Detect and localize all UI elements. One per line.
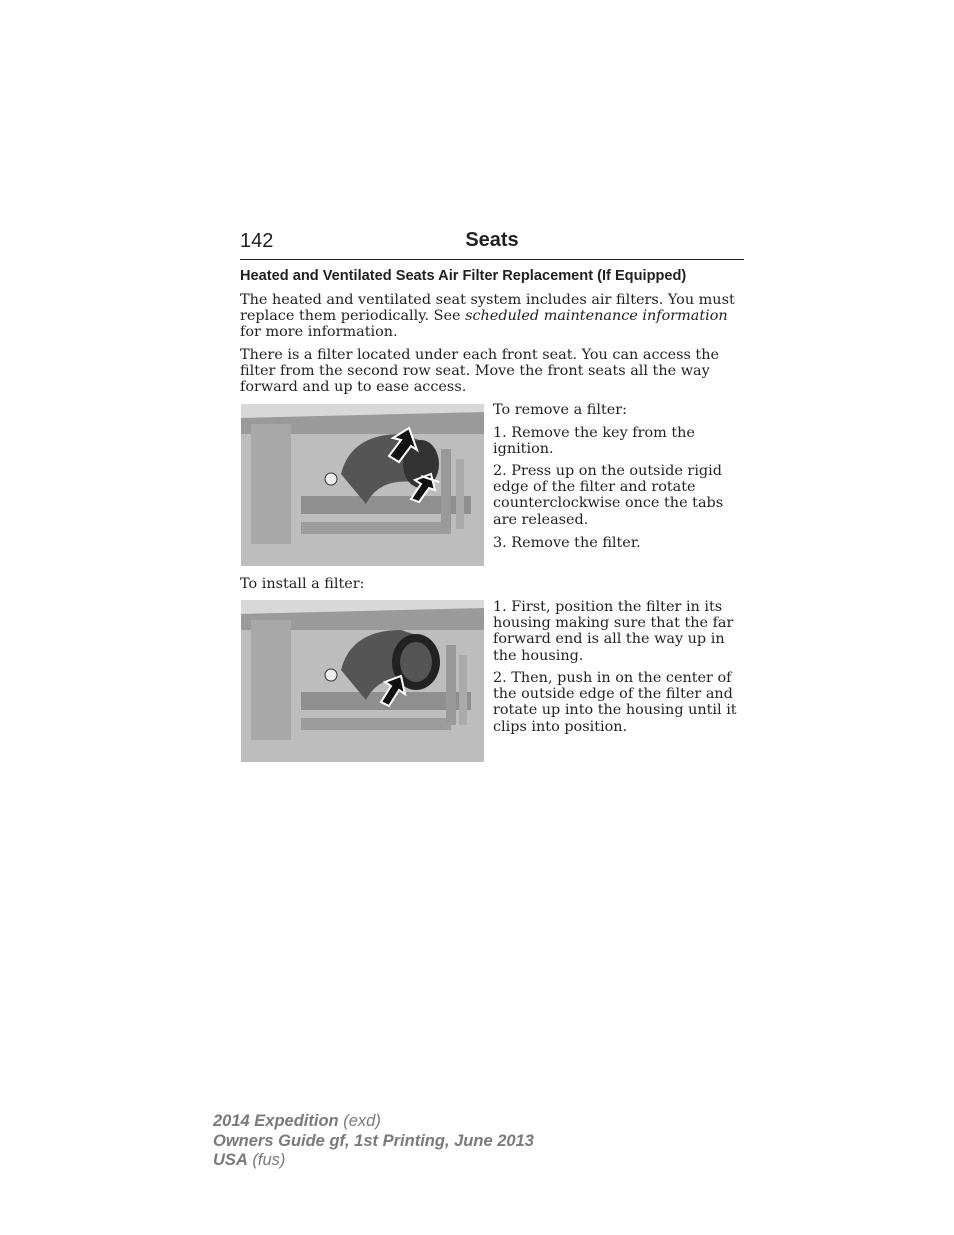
- intro-paragraph-2: There is a filter located under each front seat. You can access the filter from the second row seat. Move the front seats all the way forward and up to ease access.: [240, 347, 720, 396]
- page-number: 142: [240, 230, 274, 252]
- footer-region: USA: [213, 1151, 248, 1169]
- install-title: To install a filter:: [240, 576, 365, 592]
- footer-model-code: (exd): [338, 1112, 381, 1130]
- footer-model: 2014 Expedition: [213, 1112, 339, 1130]
- footer-region-line: [213, 1151, 534, 1171]
- remove-step-2: 2. Press up on the outside rigid edge of the filter and rotate counterclockwise once the tabs are released.: [493, 463, 724, 528]
- install-step-2: 2. Then, push in on the center of the outside edge of the filter and rotate up into the housing until it clips into position.: [493, 670, 737, 735]
- footer-guide-line: [213, 1132, 534, 1152]
- page-footer: [213, 1112, 534, 1171]
- install-filter-illustration: [241, 600, 484, 762]
- section-heading: Heated and Ventilated Seats Air Filter Replacement (If Equipped): [240, 268, 687, 284]
- remove-title: To remove a filter:: [493, 402, 628, 418]
- intro-text: The heated and ventilated seat system includes air filters. You must replace them periodically. See: [240, 292, 735, 325]
- footer-guide: Owners Guide gf, 1st Printing, June 2013: [213, 1131, 534, 1150]
- page-header: [240, 229, 744, 260]
- intro-paragraph-1: [240, 292, 745, 341]
- maintenance-reference: scheduled maintenance information: [465, 308, 728, 325]
- section-title: Seats: [465, 229, 519, 251]
- remove-filter-illustration: [241, 404, 484, 566]
- intro-text-end: for more information.: [240, 324, 398, 341]
- install-step-1: 1. First, position the filter in its housing making sure that the far forward end is all the way up in the housing.: [493, 599, 734, 664]
- footer-model-line: [213, 1112, 534, 1132]
- footer-region-code: (fus): [247, 1151, 286, 1169]
- remove-step-3: 3. Remove the filter.: [493, 535, 641, 551]
- remove-step-1: 1. Remove the key from the ignition.: [493, 425, 695, 458]
